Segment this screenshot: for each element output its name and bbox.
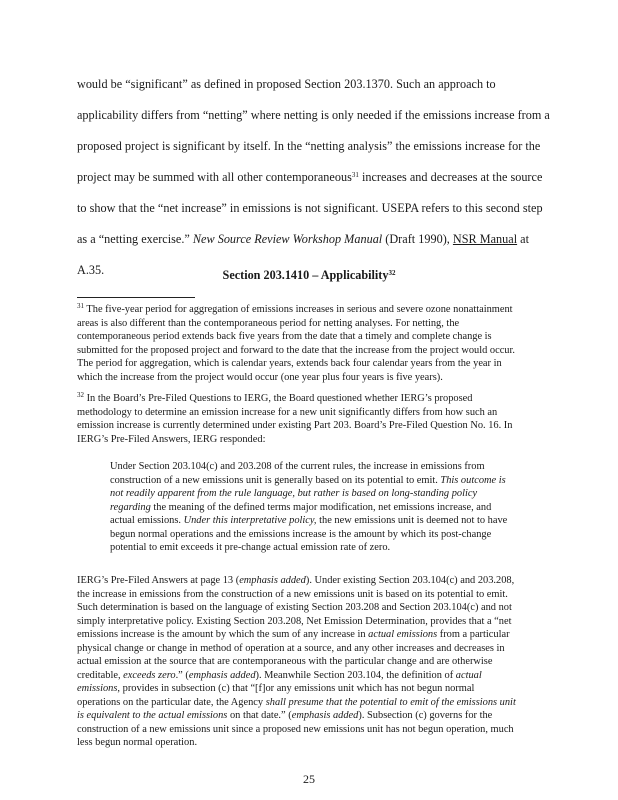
footnote-32-continued <box>77 574 545 750</box>
body-text-segment: increases and decreases at the source <box>358 170 543 184</box>
footnote-emphasis: exceeds zero <box>123 669 176 681</box>
body-text-segment: at <box>517 232 530 246</box>
footnote-number: 32 <box>77 391 84 399</box>
footnote-line <box>77 574 545 588</box>
body-text-segment: (Draft 1990), <box>382 232 453 246</box>
footnote-line: simply interpretative policy. Existing Section 203.208, Net Emission Determination, provides that a “net <box>77 615 512 627</box>
quote-line: Under Section 203.104(c) and 203.208 of the current rules, the increase in emissions from <box>110 461 485 472</box>
footnote-text: on that date.” ( <box>227 710 292 721</box>
footnote-text: .” ( <box>175 669 189 681</box>
footnote-text: operations on the particular date, the Agency <box>77 696 266 708</box>
footnote-emphasis: shall presume that the potential to emit of the emissions unit <box>265 696 516 708</box>
footnote-emphasis: emissions <box>77 683 118 694</box>
footnote-line: The period for aggregation, which is calendar years, extends back four calendar years from the year in <box>77 358 502 369</box>
footnote-line: actual emission at the source that are contemporaneous with the particular change and are otherwise <box>77 656 493 667</box>
quote-line: potential to emit exceeds it pre-change actual emission rate of zero. <box>110 542 391 553</box>
footnote-line: physical change or change in method of operation at a source, and any other increases and decreases in <box>77 642 505 654</box>
footnote-text: from a particular <box>437 629 510 640</box>
section-heading-text: Section 203.1410 – Applicability <box>222 268 389 282</box>
quote-text: the new emissions unit is deemed not to have <box>316 515 508 526</box>
footnote-line: construction of a new emissions unit since a proposed new emissions unit has not begun operation, much <box>77 723 514 735</box>
footnote-text: creditable, <box>77 669 124 681</box>
body-text-segment: project may be summed with all other contemporaneous <box>77 170 352 184</box>
body-line: A.35. <box>77 263 105 277</box>
quote-line <box>110 514 540 528</box>
footnote-text: The five-year period for aggregation of emissions increases in serious and severe ozone nonattainment <box>84 304 513 315</box>
footnote-line: which the increase from the project would occur (one year plus four years is five years). <box>77 371 443 383</box>
body-line: would be “significant” as defined in proposed Section 203.1370. Such an approach to <box>77 77 496 91</box>
footnote-31 <box>77 303 545 384</box>
quote-emphasis: Under this interpretative policy, <box>183 515 317 526</box>
quote-text: actual emissions. <box>110 515 184 526</box>
footnote-line: emission increase is currently determined under existing Part 203. Board’s Pre-Filed Question No. 16. In <box>77 420 513 431</box>
quote-line <box>110 501 540 515</box>
footnote-emphasis: actual <box>455 669 482 681</box>
footnote-ref-31: 31 <box>351 171 359 179</box>
footnote-emphasis: emphasis added <box>239 575 306 586</box>
footnote-line: IERG’s Pre-Filed Answers, IERG responded: <box>77 433 266 445</box>
footnote-line: less begun normal operation. <box>77 737 198 748</box>
quote-emphasis: This outcome is <box>440 474 506 486</box>
citation-title: New Source Review Workshop Manual <box>192 232 383 246</box>
footnote-line <box>77 392 545 406</box>
footnote-line <box>77 696 545 710</box>
footnote-text: , provides in subsection (c) that “[f]or any emissions unit which has not begun normal <box>117 683 475 694</box>
footnote-line: areas is also different than the contemporaneous period for netting analyses. For netting, the <box>77 317 460 329</box>
quote-line <box>110 487 540 501</box>
footnote-line: methodology to determine an emission increase for a new unit significantly differs from how such an <box>77 406 498 418</box>
footnote-line <box>77 628 545 642</box>
block-quote <box>110 460 540 555</box>
body-text <box>77 76 550 293</box>
footnote-line: submitted for the proposed project and forward to the date that the increase from the project would occur. <box>77 344 515 356</box>
footnote-emphasis: actual emissions <box>368 629 438 640</box>
footnote-text: IERG’s Pre-Filed Answers at page 13 ( <box>77 575 240 586</box>
quote-emphasis: regarding <box>110 501 151 513</box>
footnote-line <box>77 709 545 723</box>
footnote-line: Such determination is based on the language of existing Section 203.208 and Section 203.104(c) and not <box>77 602 512 613</box>
footnote-separator <box>77 297 195 298</box>
body-line <box>77 231 547 262</box>
quote-emphasis: not readily apparent from the rule language, but rather is based on long-standing policy <box>110 488 478 499</box>
quote-line <box>110 474 540 488</box>
footnote-text: ). Meanwhile Section 203.104, the definition of <box>255 669 456 681</box>
section-heading <box>0 268 618 283</box>
footnote-line: contemporaneous period extends back five years from the date that a timely and complete change is <box>77 331 492 342</box>
footnote-32 <box>77 392 545 446</box>
page-number: 25 <box>303 772 315 786</box>
footnote-emphasis: is equivalent to the actual emissions <box>77 710 228 721</box>
footnote-line: the increase in emissions from the construction of a new emissions unit is based on its potential to emit. <box>77 588 508 600</box>
footnote-emphasis: emphasis added <box>291 710 359 721</box>
body-line: proposed project is significant by itself. In the “netting analysis” the emissions increase for the <box>77 139 541 153</box>
body-text-segment: as a “netting exercise.” <box>77 232 190 246</box>
citation-short-title: NSR Manual <box>452 232 518 246</box>
footnote-text: ). Subsection (c) governs for the <box>358 710 493 721</box>
quote-line: begun normal operations and the emissions increase is the amount by which its post-change <box>110 528 492 540</box>
footnote-ref-32: 32 <box>388 269 396 277</box>
footnote-text: In the Board’s Pre-Filed Questions to IERG, the Board questioned whether IERG’s proposed <box>84 393 473 404</box>
body-line: to show that the “net increase” in emissions is not significant. USEPA refers to this second step <box>77 201 543 215</box>
footnote-emphasis: emphasis added <box>188 669 256 681</box>
footnote-text: ). Under existing Section 203.104(c) and 203.208, <box>305 575 515 586</box>
body-line <box>77 169 547 200</box>
quote-text: construction of a new emissions unit is generally based on its potential to emit. <box>110 474 441 486</box>
footnote-line <box>77 669 545 683</box>
footnote-text: emissions increase is the amount by which the sum of any increase in <box>77 629 369 640</box>
footnote-line <box>77 682 545 696</box>
footnote-number: 31 <box>77 302 84 310</box>
body-line: applicability differs from “netting” where netting is only needed if the emissions increase from a <box>77 108 550 122</box>
footnote-line <box>77 303 545 317</box>
quote-text: the meaning of the defined terms major modification, net emissions increase, and <box>150 501 492 513</box>
